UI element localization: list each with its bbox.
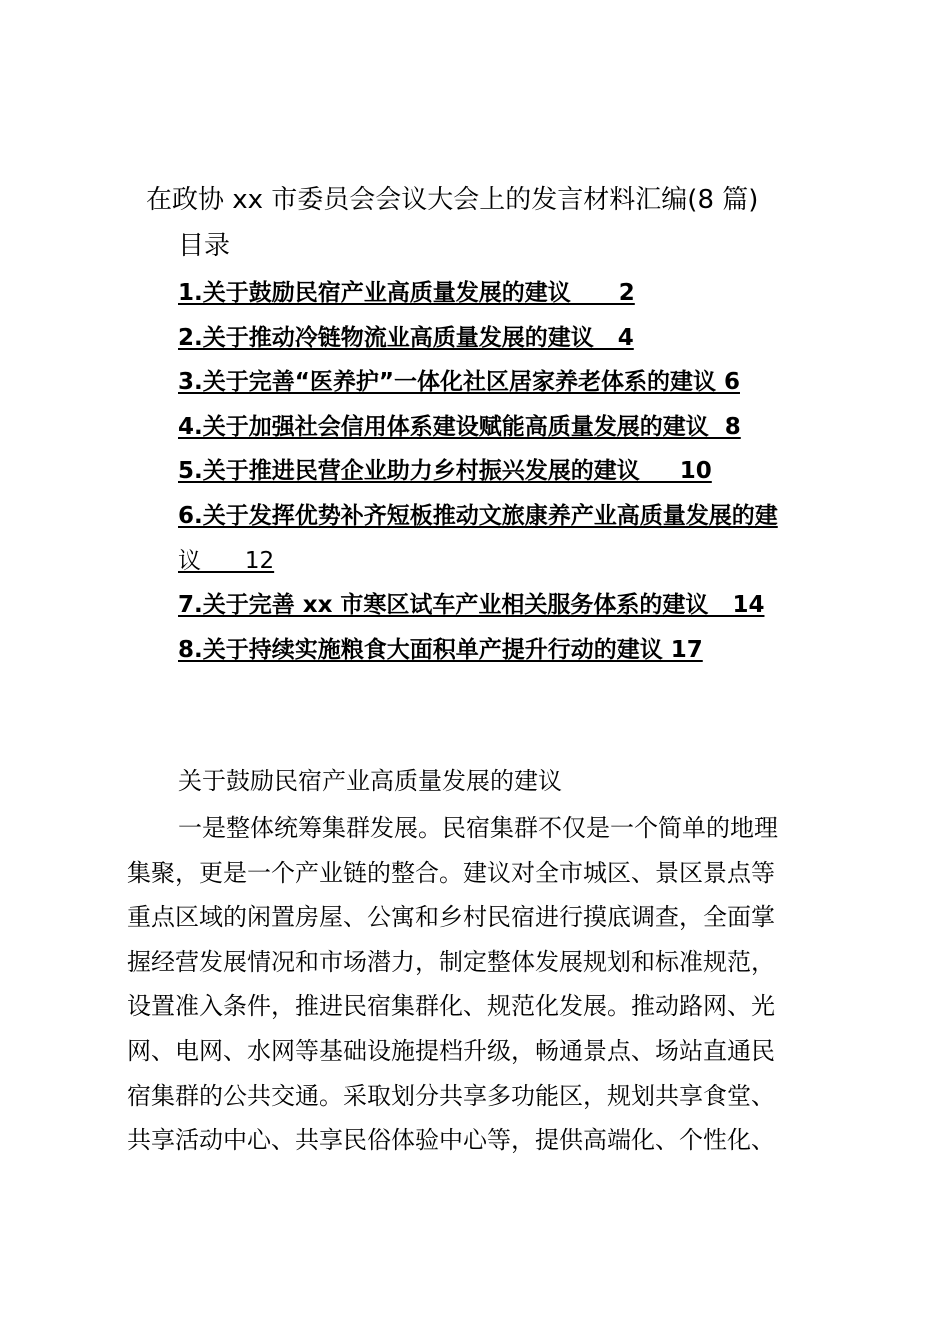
toc-entry-2[interactable]: 2.关于推动冷链物流业高质量发展的建议 4 <box>178 324 634 351</box>
toc-entry-3[interactable]: 3.关于完善“医养护”一体化社区居家养老体系的建议 6 <box>178 369 740 396</box>
body-line: 握经营发展情况和市场潜力，制定整体发展规划和标准规范， <box>127 947 775 976</box>
toc-entry-5[interactable]: 5.关于推进民营企业助力乡村振兴发展的建议 10 <box>178 458 712 485</box>
table-of-contents <box>178 271 828 672</box>
body-line: 网、电网、水网等基础设施提档升级，畅通景点、场站直通民 <box>127 1036 775 1065</box>
toc-entry-1[interactable]: 1.关于鼓励民宿产业高质量发展的建议 2 <box>178 280 635 306</box>
section-title: 关于鼓励民宿产业高质量发展的建议 <box>178 767 562 795</box>
body-line: 一是整体统筹集群发展。民宿集群不仅是一个简单的地理 <box>178 814 778 842</box>
body-line: 集聚，更是一个产业链的整合。建议对全市城区、景区景点等 <box>127 858 775 887</box>
body-line: 设置准入条件，推进民宿集群化、规范化发展。推动路网、光 <box>127 992 775 1021</box>
toc-entry-7[interactable]: 7.关于完善 xx 市寒区试车产业相关服务体系的建议 14 <box>178 592 765 619</box>
body-line: 共享活动中心、共享民俗体验中心等，提供高端化、个性化、 <box>127 1126 775 1155</box>
body-line: 重点区域的闲置房屋、公寓和乡村民宿进行摸底调查，全面掌 <box>127 903 775 932</box>
toc-entry-6-continued[interactable] <box>178 539 828 584</box>
toc-entry-8[interactable]: 8.关于持续实施粮食大面积单产提升行动的建议 17 <box>178 636 703 663</box>
toc-entry-6[interactable]: 6.关于发挥优势补齐短板推动文旅康养产业高质量发展的建 <box>178 502 778 529</box>
document-title: 在政协 xx 市委员会会议大会上的发言材料汇编(8 篇) <box>146 185 759 215</box>
body-paragraph <box>127 806 822 1163</box>
body-line: 宿集群的公共交通。采取划分共享多功能区，规划共享食堂、 <box>127 1081 775 1110</box>
toc-heading: 目录 <box>178 231 231 261</box>
toc-entry-6-continuation-text: 议 12 <box>178 547 275 574</box>
toc-entry-4[interactable]: 4.关于加强社会信用体系建设赋能高质量发展的建议 8 <box>178 413 741 440</box>
